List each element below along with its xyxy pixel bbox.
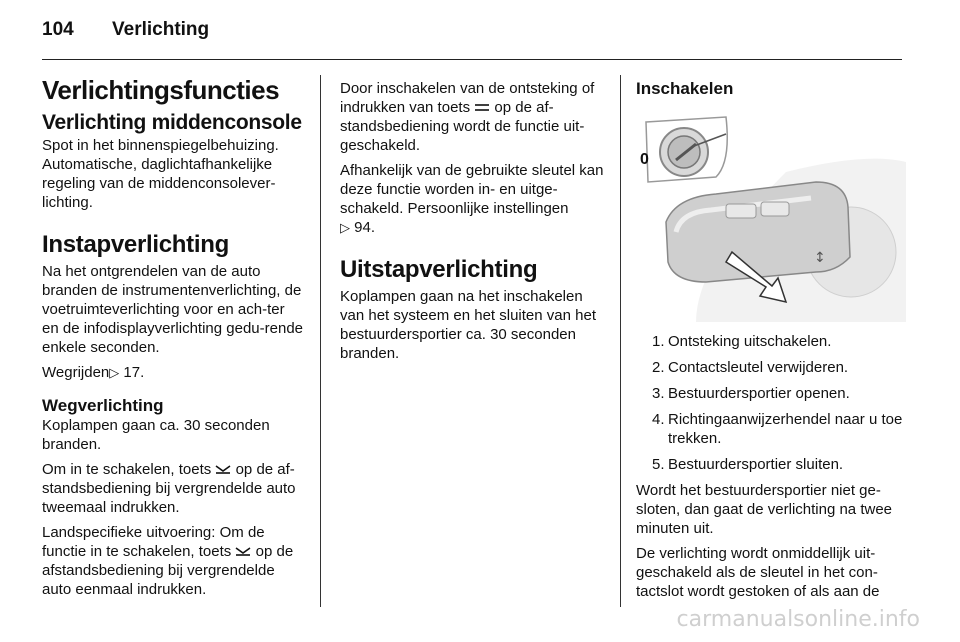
list-item: 4. Richtingaanwijzerhendel naar u toe trekken. [652,411,903,447]
column-divider-2 [620,75,621,607]
reference-arrow-icon: ▷ [340,220,350,235]
list-item: 1. Ontsteking uitschakelen. [652,333,832,350]
reference-arrow-icon: ▷ [109,365,120,380]
section-title: Verlichting [112,19,210,40]
steps-list [636,332,906,474]
turn-signal-lever-image [636,112,906,322]
column-3 [636,62,906,607]
list-item: 3. Bestuurdersportier openen. [652,385,850,402]
column-1 [42,62,304,605]
lock-key-button-icon [474,102,490,112]
column-2 [340,62,605,369]
unlock-key-button-icon [235,546,251,556]
text-landspecifiek: Landspecifieke uitvoering: Om de functie in te schakelen, toets op de afstandsbediening bij vergrendelde auto eenmaal indrukken. [42,524,294,598]
text-uitstapverlichting: Koplampen gaan na het inschakelen van het systeem en het sluiten van het bestuurdersportier ca. 30 seconden branden. [340,288,596,362]
heading-middenconsole: Verlichting middenconsole [42,111,302,134]
text-uitschakelen: Door inschakelen van de ontsteking of indrukken van toets op de af-standsbediening wordt de functie uit-geschakeld. [340,80,595,154]
list-item: 5. Bestuurdersportier sluiten. [652,456,844,473]
text-instapverlichting: Na het ontgrendelen van de auto branden de instrumentenverlichting, de voetruimteverlichting voor en ach-ter en de infodisplayverlichting gedu-rende enkele seconden. [42,263,304,356]
heading-wegverlichting: Wegverlichting [42,396,164,415]
unlock-key-button-icon [215,464,231,474]
heading-inschakelen: Inschakelen [636,79,734,98]
page-number: 104 [42,19,74,40]
text-portier-open: Wordt het bestuurdersportier niet ge-sloten, dan gaat de verlichting na twee minuten uit. [636,482,893,537]
page-title: Verlichtingsfuncties [42,75,280,105]
page-header [42,19,209,41]
text-middenconsole: Spot in het binnenspiegelbehuizing. Automatische, daglichtafhankelijke regeling van de middenconsolever-lichting. [42,137,279,211]
text-wegverlichting-inschakelen: Om in te schakelen, toets op de af-standsbediening bij vergrendelde auto tweemaal indrukken. [42,461,296,516]
stalk-illustration [636,112,906,322]
column-divider-1 [320,75,321,607]
text-uitgeschakeld: De verlichting wordt onmiddellijk uit-geschakeld als de sleutel in het con-tactslot wordt gestoken of als aan de [636,545,880,600]
watermark: carmanualsonline.info [676,607,920,632]
heading-uitstapverlichting: Uitstapverlichting [340,256,538,283]
heading-instapverlichting: Instapverlichting [42,231,229,258]
text-sleutel: Afhankelijk van de gebruikte sleutel kan deze functie worden in- en uitge-schakeld. Persoonlijke instellingen ▷ 94. [340,162,604,236]
key-position-label: 0 [640,151,649,168]
text-wegverlichting: Koplampen gaan ca. 30 seconden branden. [42,417,270,453]
svg-text:↕: ↕ [814,250,826,266]
list-item: 2. Contactsleutel verwijderen. [652,359,849,376]
header-rule [42,59,902,60]
ref-wegrijden: Wegrijden▷ 17. [42,364,145,381]
